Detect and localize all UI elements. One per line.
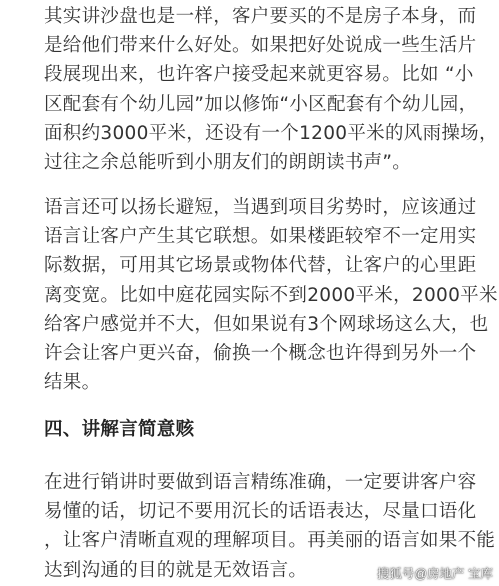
text-line: 易懂的话，切记不要用沉长的话语表达，尽量口语化 — [44, 501, 477, 523]
text-line: 段展现出来，也许客户接受起来就更容易。比如 “小 — [44, 64, 474, 86]
text-line: 其实讲沙盘也是一样，客户要买的不是房子本身，而 — [44, 6, 477, 27]
section-heading: 四、讲解言简意赅 — [44, 419, 195, 440]
paragraph-2 — [44, 193, 498, 397]
text-line: 语言还可以扬长避短，当遇到项目劣势时，应该通过 — [44, 197, 477, 218]
text-line: 面积约3000平米，还设有一个1200平米的风雨操场， — [44, 122, 498, 144]
watermark: 搜狐号@房地产 宝库 — [376, 567, 493, 581]
paragraph-1 — [44, 2, 498, 177]
text-line: 许会让客户更兴奋，偷换一个概念也许得到另外一个 — [44, 342, 477, 364]
text-line: 在进行销讲时要做到语言精练准确，一定要讲客户容 — [44, 472, 477, 493]
text-line: 结果。 — [44, 372, 101, 394]
text-line: 离变宽。比如中庭花园实际不到2000平米，2000平米 — [44, 284, 498, 306]
text-line: 际数据，可用其它场景或物体代替，让客户的心里距 — [44, 255, 477, 277]
text-line: 给客户感觉并不大，但如果说有3个网球场这么大，也 — [44, 313, 489, 335]
text-line: 语言让客户产生其它联想。如果楼距较窄不一定用实 — [44, 226, 477, 248]
text-line: 是给他们带来什么好处。如果把好处说成一些生活片 — [44, 35, 477, 57]
text-line: 过往之余总能听到小朋友们的朗朗读书声”。 — [44, 151, 412, 173]
text-line: ，让客户清晰直观的理解项目。再美丽的语言如果不能 — [44, 530, 496, 552]
text-line: 达到沟通的目的就是无效语言。 — [44, 559, 308, 581]
text-line: 区配套有个幼儿园”加以修饰“小区配套有个幼儿园， — [44, 93, 478, 115]
